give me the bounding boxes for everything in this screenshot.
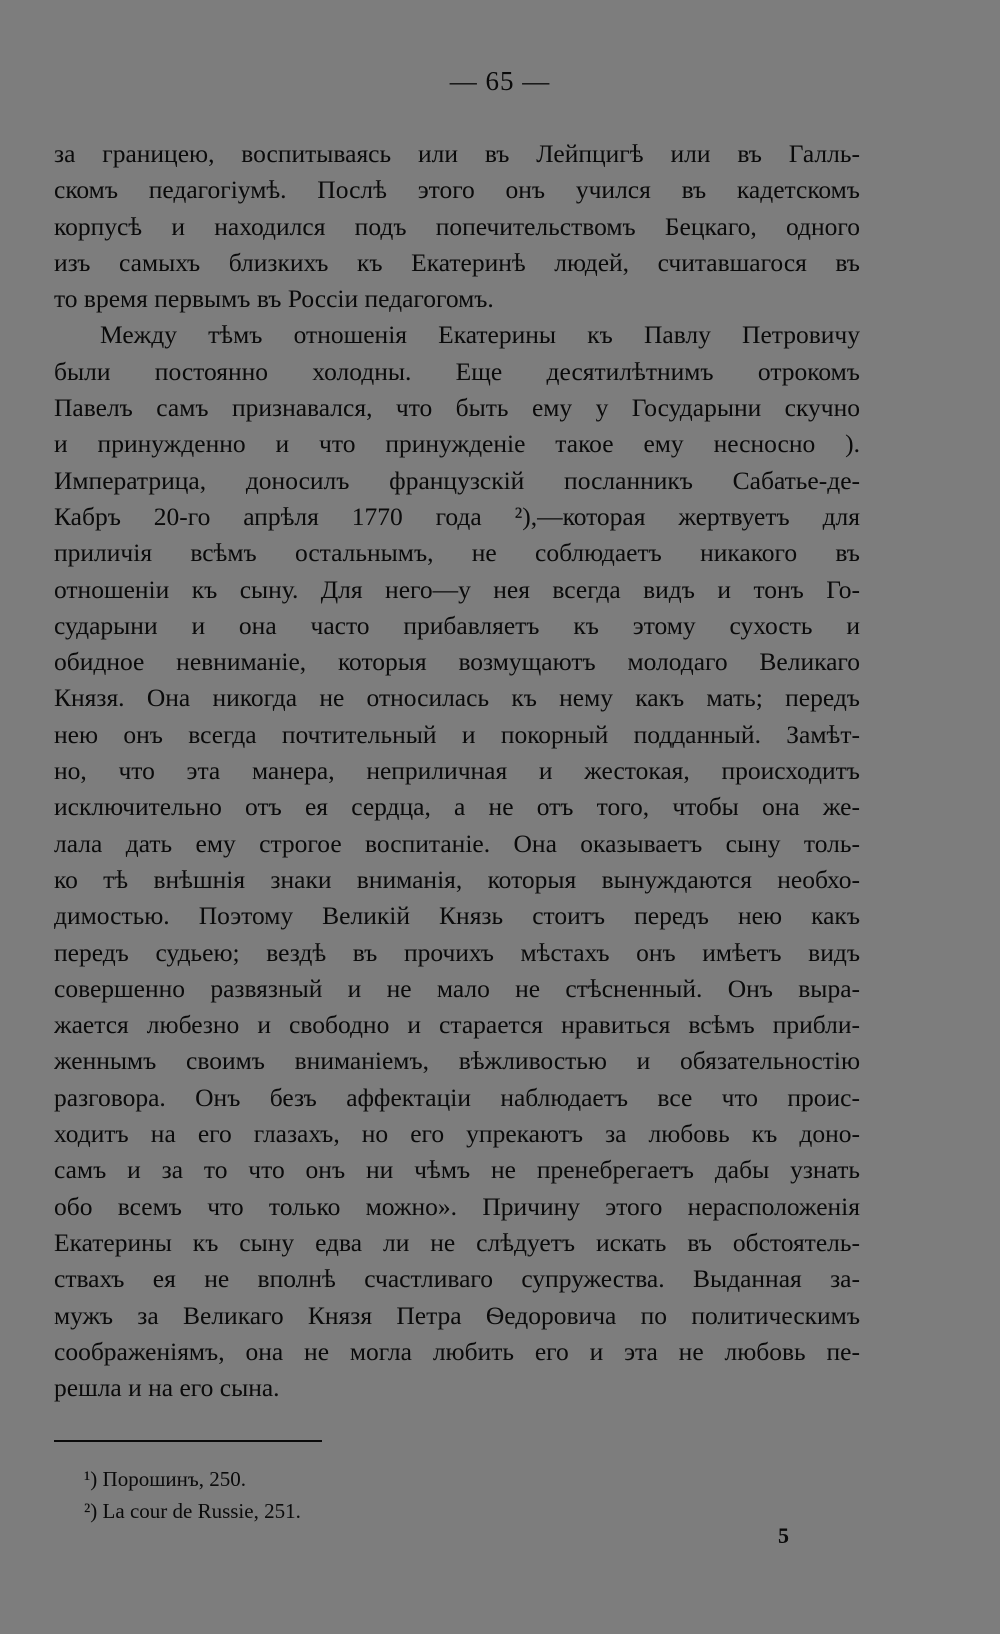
text-line: Императрица, доносилъ французскій посланникъ Сабатье-де- <box>54 465 860 495</box>
text-line: Павелъ самъ признавался, что быть ему у Государыни скучно <box>54 393 860 423</box>
text-line: совершенно развязный и не мало не стѣсненный. Онъ выра- <box>54 973 860 1003</box>
text-line: но, что эта манера, неприличная и жестокая, происходитъ <box>54 756 860 786</box>
text-line: женнымъ своимъ вниманіемъ, вѣжливостью и обязательностію <box>54 1046 860 1076</box>
text-line: Екатерины къ сыну едва ли не слѣдуетъ искать въ обстоятель- <box>54 1227 860 1257</box>
text-line: были постоянно холодны. Еще десятилѣтнимъ отрокомъ <box>54 356 860 386</box>
text-line: Князя. Она никогда не относилась къ нему какъ мать; передъ <box>54 683 860 713</box>
footnote-1: ¹) Порошинъ, 250. <box>84 1467 246 1491</box>
text-line: передъ судьею; вездѣ въ прочихъ мѣстахъ онъ имѣетъ видъ <box>54 937 860 967</box>
text-line: то время первымъ въ Россіи педагогомъ. <box>54 284 494 314</box>
text-line: отношеніи къ сыну. Для него—у нея всегда видъ и тонъ Го- <box>54 574 860 604</box>
text-line: изъ самыхъ близкихъ къ Екатеринѣ людей, считавшагося въ <box>54 247 860 277</box>
text-line: за границею, воспитываясь или въ Лейпцигѣ или въ Галль- <box>54 139 860 168</box>
text-line: исключительно отъ ея сердца, а не отъ того, чтобы она же- <box>54 792 860 822</box>
text-line: обо всемъ что только можно». Причину этого нерасположенія <box>54 1191 860 1221</box>
text-line: приличія всѣмъ остальнымъ, не соблюдаетъ никакого въ <box>54 538 860 568</box>
text-line: Между тѣмъ отношенія Екатерины къ Павлу Петровичу <box>100 320 860 350</box>
text-line: лала дать ему строгое воспитаніе. Она оказываетъ сыну толь- <box>54 828 860 858</box>
text-line: соображеніямъ, она не могла любить его и эта не любовь пе- <box>54 1336 860 1366</box>
footnotes <box>84 1463 784 1527</box>
text-line: разговора. Онъ безъ аффектаціи наблюдаетъ все что проис- <box>54 1082 860 1112</box>
text-line: жается любезно и свободно и старается нравиться всѣмъ прибли- <box>54 1010 860 1040</box>
text-line: сударыни и она часто прибавляетъ къ этому сухость и <box>54 610 860 640</box>
text-line: Кабръ 20-го апрѣля 1770 года ²),—которая жертвуетъ для <box>54 501 860 531</box>
text-line: решла и на его сына. <box>54 1373 280 1403</box>
text-line: ко тѣ внѣшнія знаки вниманія, которыя вынуждаются необхо- <box>54 864 860 894</box>
text-line: ходитъ на его глазахъ, но его упрекаютъ за любовь къ доно- <box>54 1119 860 1149</box>
text-line: ствахъ ея не вполнѣ счастливаго супружества. Выданная за- <box>54 1264 860 1294</box>
text-line: корпусѣ и находился подъ попечительствомъ Бецкаго, одного <box>54 211 860 241</box>
footnote-2: ²) La cour de Russie, 251. <box>84 1499 301 1523</box>
text-line: обидное невниманіе, которыя возмущаютъ молодаго Великаго <box>54 647 860 677</box>
text-line: мужъ за Великаго Князя Петра Ѳедоровича по политическимъ <box>54 1300 860 1330</box>
text-line: димостью. Поэтому Великій Князь стоитъ передъ нею какъ <box>54 901 860 931</box>
body-text <box>54 136 860 1406</box>
text-line: скомъ педагогіумѣ. Послѣ этого онъ учился въ кадетскомъ <box>54 175 860 205</box>
text-line: и принужденно и что принужденіе такое ему несносно ). <box>54 429 860 459</box>
footnote-divider <box>54 1440 322 1442</box>
signature-mark: 5 <box>778 1523 789 1548</box>
text-line: нею онъ всегда почтительный и покорный подданный. Замѣт- <box>54 719 860 749</box>
page-number: — 65 — <box>449 66 551 96</box>
text-line: самъ и за то что онъ ни чѣмъ не пренебрегаетъ дабы узнать <box>54 1155 860 1185</box>
